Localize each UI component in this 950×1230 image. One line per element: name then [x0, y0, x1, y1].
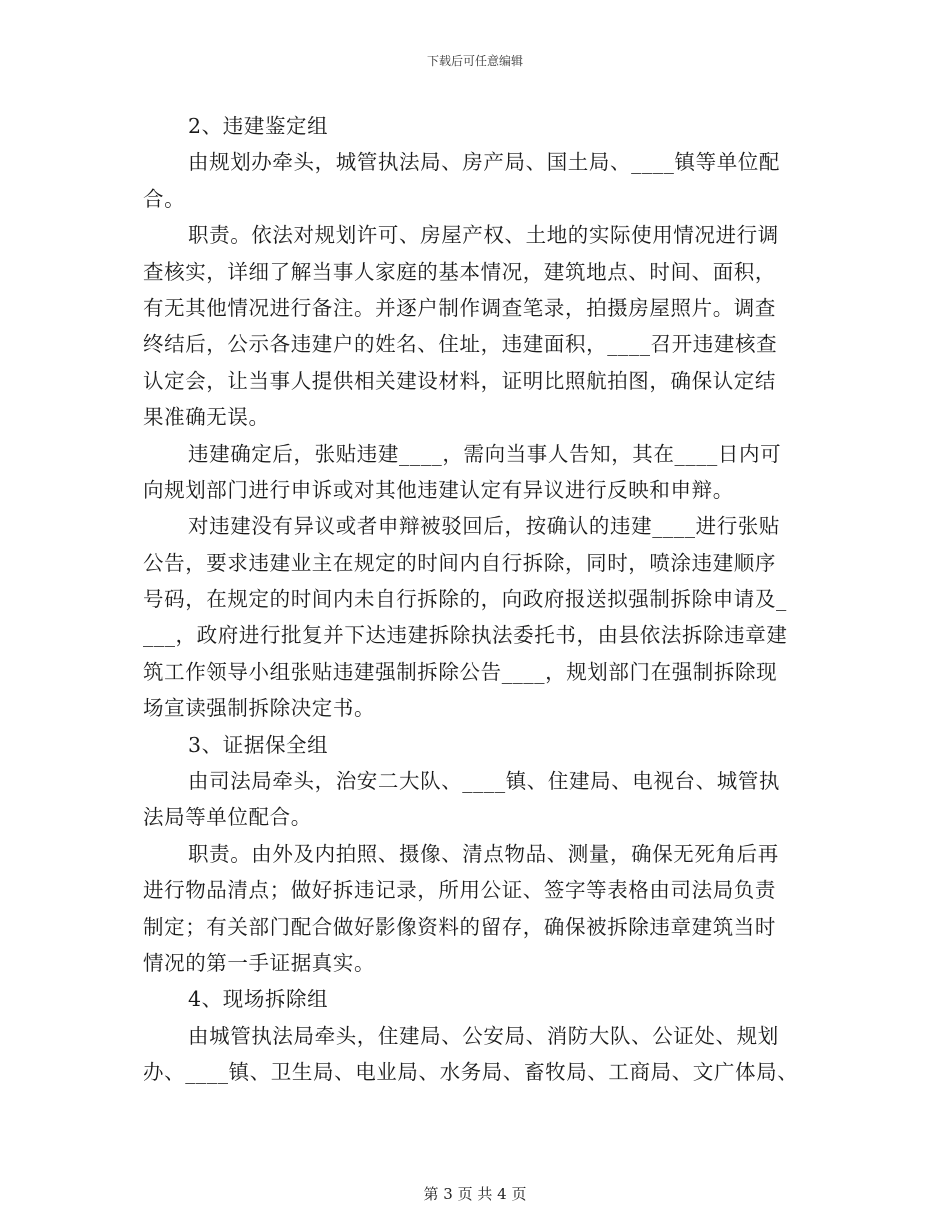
section-heading-demolition-group: 4、现场拆除组 — [188, 987, 329, 1012]
paragraph-line: 公告，要求违建业主在规定的时间内自行拆除，同时，喷涂违建顺序 — [143, 550, 776, 575]
paragraph-line: 法局等单位配合。 — [143, 805, 312, 830]
document-body — [143, 108, 809, 1091]
paragraph-line: 由城管执法局牵头，住建局、公安局、消防大队、公证处、规划 — [188, 1023, 779, 1048]
paragraph-line: 由司法局牵头，治安二大队、____镇、住建局、电视台、城管执 — [188, 769, 780, 794]
paragraph-line: 场宣读强制拆除决定书。 — [143, 696, 376, 721]
paragraph-line: ___，政府进行批复并下达违建拆除执法委托书，由县依法拆除违章建 — [143, 623, 788, 648]
page-header: 下载后可任意编辑 — [426, 54, 523, 68]
paragraph-line: 有无其他情况进行备注。并逐户制作调查笔录，拍摄房屋照片。调查 — [143, 295, 776, 320]
paragraph-line: 果准确无误。 — [143, 405, 270, 430]
paragraph-line: 筑工作领导小组张贴违建强制拆除公告____，规划部门在强制拆除现 — [143, 659, 778, 684]
paragraph-line: 情况的第一手证据真实。 — [143, 950, 376, 975]
paragraph-line: 由规划办牵头，城管执法局、房产局、国土局、____镇等单位配 — [188, 150, 780, 175]
paragraph-line: 向规划部门进行申诉或对其他违建认定有异议进行反映和申辩。 — [143, 477, 734, 502]
paragraph-line: 进行物品清点；做好拆违记录，所用公证、签字等表格由司法局负责 — [143, 878, 776, 903]
paragraph-line: 认定会，让当事人提供相关建设材料，证明比照航拍图，确保认定结 — [143, 368, 776, 393]
paragraph-line: 制定；有关部门配合做好影像资料的留存，确保被拆除违章建筑当时 — [143, 914, 776, 939]
paragraph-line: 办、____镇、卫生局、电业局、水务局、畜牧局、工商局、文广体局、 — [143, 1060, 799, 1085]
section-heading-evaluation-group: 2、违建鉴定组 — [188, 114, 329, 138]
paragraph-line: 对违建没有异议或者申辩被驳回后，按确认的违建____进行张贴 — [188, 514, 780, 539]
paragraph-line: 职责。由外及内拍照、摄像、清点物品、测量，确保无死角后再 — [188, 841, 779, 866]
paragraph-line: 合。 — [143, 186, 186, 211]
paragraph-line: 违建确定后，张贴违建____，需向当事人告知，其在____日内可 — [188, 441, 782, 466]
paragraph-line: 查核实，详细了解当事人家庭的基本情况，建筑地点、时间、面积， — [143, 259, 776, 284]
paragraph-line: 终结后，公示各违建户的姓名、住址，违建面积，____召开违建核查 — [143, 332, 778, 357]
section-heading-evidence-group: 3、证据保全组 — [188, 732, 329, 757]
paragraph-line: 职责。依法对规划许可、房屋产权、土地的实际使用情况进行调 — [188, 223, 779, 248]
paragraph-line: 号码，在规定的时间内未自行拆除的，向政府报送拟强制拆除申请及_ — [143, 587, 787, 612]
page-footer: 第 3 页 共 4 页 — [423, 1185, 527, 1203]
